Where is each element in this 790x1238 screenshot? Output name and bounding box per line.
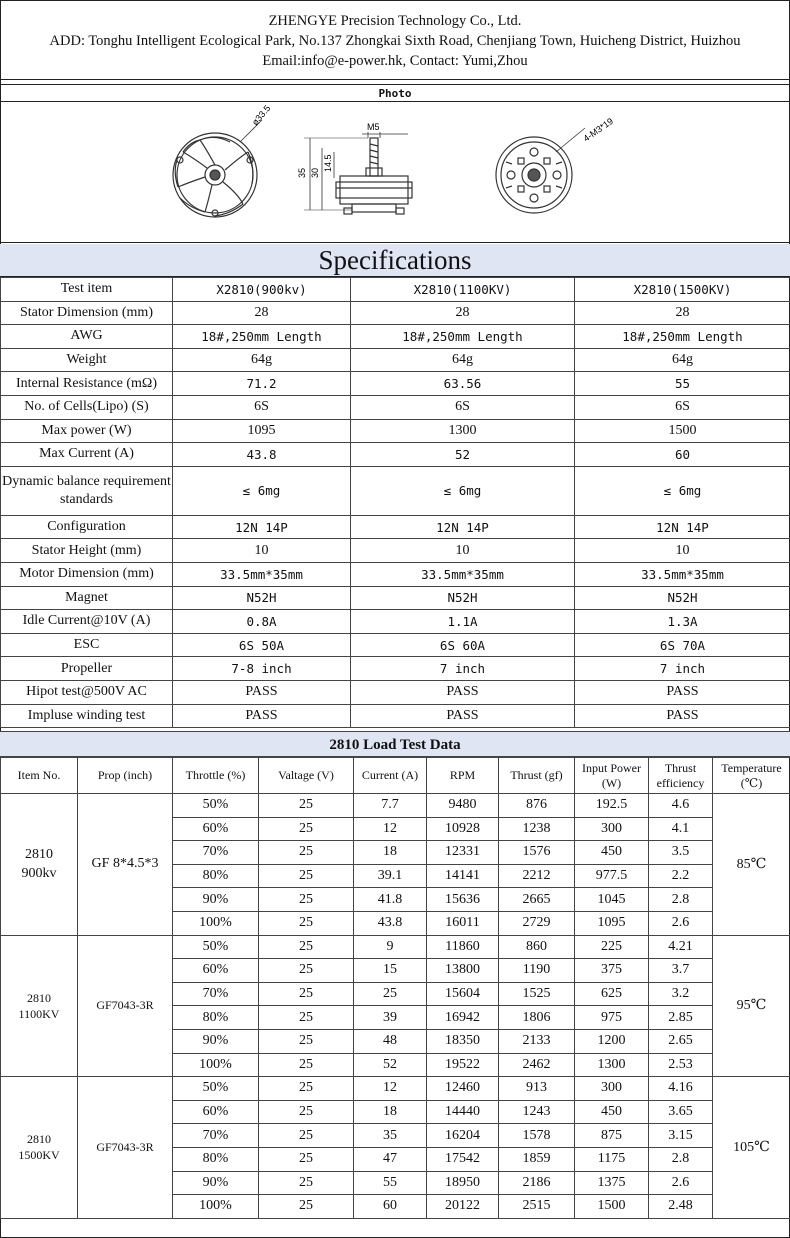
specifications-table: [0, 277, 790, 728]
load-cell: 2515: [499, 1195, 575, 1219]
spec-row-label: Motor Dimension (mm): [1, 562, 173, 586]
load-cell: 975: [575, 1006, 649, 1030]
spec-row: [1, 680, 790, 704]
spec-row: [1, 539, 790, 563]
spec-row-value: 1.3A: [575, 610, 790, 634]
spec-row-label: Stator Dimension (mm): [1, 301, 173, 325]
load-cell: 25: [259, 959, 354, 983]
load-cell: 225: [575, 935, 649, 959]
load-cell: 2729: [499, 911, 575, 935]
mount-hole-dimension: 4-M3*19: [581, 115, 616, 144]
spec-row-value: 6S: [351, 395, 575, 419]
load-cell: 43.8: [354, 911, 427, 935]
load-col-throttle: Throttle (%): [173, 758, 259, 794]
load-cell: 25: [259, 1124, 354, 1148]
load-cell: 1806: [499, 1006, 575, 1030]
load-cell: 2.53: [649, 1053, 713, 1077]
load-cell: 90%: [173, 888, 259, 912]
load-cell: 70%: [173, 1124, 259, 1148]
load-cell: 4.21: [649, 935, 713, 959]
load-cell: 450: [575, 1100, 649, 1124]
spec-row: [1, 301, 790, 325]
load-cell: 2462: [499, 1053, 575, 1077]
load-cell: 70%: [173, 841, 259, 865]
load-cell: 25: [259, 864, 354, 888]
load-cell: 47: [354, 1147, 427, 1171]
load-cell: 450: [575, 841, 649, 865]
spec-row: [1, 515, 790, 539]
load-test-title: 2810 Load Test Data: [0, 731, 790, 757]
spec-row-value: 43.8: [173, 443, 351, 467]
load-cell: 1375: [575, 1171, 649, 1195]
load-col-input-power: Input Power (W): [575, 758, 649, 794]
load-cell: 913: [499, 1077, 575, 1101]
spec-row-value: 1500: [575, 419, 790, 443]
load-cell: 16942: [427, 1006, 499, 1030]
load-cell: 300: [575, 817, 649, 841]
stator-height-dimension: 14.5: [323, 154, 333, 172]
load-cell: 10928: [427, 817, 499, 841]
load-cell: 25: [259, 1147, 354, 1171]
spec-row: [1, 348, 790, 372]
load-cell: 4.6: [649, 794, 713, 818]
load-cell: 60%: [173, 959, 259, 983]
diameter-dimension: ø33.5: [249, 103, 273, 128]
load-cell: 1578: [499, 1124, 575, 1148]
spec-row: [1, 633, 790, 657]
spec-row-value: 18#,250mm Length: [351, 325, 575, 349]
load-cell: 90%: [173, 1171, 259, 1195]
spec-row-value: ≤ 6mg: [351, 466, 575, 515]
spec-row-value: N52H: [351, 586, 575, 610]
load-cell: 52: [354, 1053, 427, 1077]
load-col-item: Item No.: [1, 758, 78, 794]
load-prop: GF7043-3R: [78, 935, 173, 1077]
spec-row-value: 6S: [173, 395, 351, 419]
spec-row-value: 64g: [351, 348, 575, 372]
spec-row-value: 10: [173, 539, 351, 563]
load-item-no: 2810 1500KV: [1, 1077, 78, 1219]
load-cell: 25: [259, 911, 354, 935]
load-cell: 19522: [427, 1053, 499, 1077]
spec-row-label: Impluse winding test: [1, 704, 173, 728]
load-cell: 3.7: [649, 959, 713, 983]
load-cell: 12460: [427, 1077, 499, 1101]
load-cell: 11860: [427, 935, 499, 959]
spec-row-label: Hipot test@500V AC: [1, 680, 173, 704]
photo-section-title: Photo: [0, 84, 790, 102]
load-cell: 70%: [173, 982, 259, 1006]
spec-row-value: 60: [575, 443, 790, 467]
company-address: ADD: Tonghu Intelligent Ecological Park, No.137 Zhongkai Sixth Road, Chenjiang Town, Huicheng District, Huizhou: [49, 33, 741, 49]
load-cell: 25: [259, 1171, 354, 1195]
load-col-thrust: Thrust (gf): [499, 758, 575, 794]
spec-row-value: 64g: [575, 348, 790, 372]
spec-row-value: 28: [173, 301, 351, 325]
spec-row-value: 18#,250mm Length: [173, 325, 351, 349]
motor-technical-drawing: [0, 102, 790, 243]
load-cell: 1175: [575, 1147, 649, 1171]
load-cell: 2186: [499, 1171, 575, 1195]
spec-row-value: 55: [575, 372, 790, 396]
load-cell: 17542: [427, 1147, 499, 1171]
load-cell: 50%: [173, 1077, 259, 1101]
spec-row-label: Internal Resistance (mΩ): [1, 372, 173, 396]
load-col-efficiency: Thrust efficiency: [649, 758, 713, 794]
load-cell: 14141: [427, 864, 499, 888]
load-cell: 2.8: [649, 1147, 713, 1171]
load-cell: 18950: [427, 1171, 499, 1195]
spec-row-value: 7 inch: [575, 657, 790, 681]
load-cell: 80%: [173, 1006, 259, 1030]
load-cell: 60%: [173, 817, 259, 841]
spec-row-label: Dynamic balance requirement standards: [1, 466, 173, 515]
load-cell: 25: [259, 1100, 354, 1124]
spec-row-value: ≤ 6mg: [173, 466, 351, 515]
spec-row: [1, 466, 790, 515]
spec-row-value: 64g: [173, 348, 351, 372]
load-cell: 18: [354, 841, 427, 865]
load-cell: 1238: [499, 817, 575, 841]
spec-header-row: [1, 278, 790, 302]
spec-row-label: Max power (W): [1, 419, 173, 443]
load-prop: GF7043-3R: [78, 1077, 173, 1219]
spec-row-value: 0.8A: [173, 610, 351, 634]
load-temperature: 85℃: [713, 794, 790, 936]
load-cell: 2665: [499, 888, 575, 912]
spec-row-value: 6S 60A: [351, 633, 575, 657]
spec-row-value: 63.56: [351, 372, 575, 396]
spec-row-value: 7-8 inch: [173, 657, 351, 681]
spec-row-value: PASS: [173, 680, 351, 704]
spec-col-900kv: X2810(900kv): [173, 278, 351, 302]
load-cell: 977.5: [575, 864, 649, 888]
load-cell: 25: [259, 841, 354, 865]
load-cell: 16011: [427, 911, 499, 935]
load-cell: 25: [259, 935, 354, 959]
spec-row: [1, 704, 790, 728]
load-cell: 9480: [427, 794, 499, 818]
spec-row-value: 12N 14P: [351, 515, 575, 539]
body-height-dimension: 30: [310, 167, 320, 178]
load-cell: 12: [354, 1077, 427, 1101]
spec-row-value: 1095: [173, 419, 351, 443]
load-cell: 1576: [499, 841, 575, 865]
spec-row-value: 1300: [351, 419, 575, 443]
company-contact: Email:info@e-power.hk, Contact: Yumi,Zhou: [262, 53, 528, 69]
motor-front-view: [173, 120, 262, 217]
load-cell: 1859: [499, 1147, 575, 1171]
spec-row: [1, 325, 790, 349]
spec-row-value: 28: [575, 301, 790, 325]
spec-row: [1, 372, 790, 396]
load-cell: 7.7: [354, 794, 427, 818]
load-col-prop: Prop (inch): [78, 758, 173, 794]
spec-row-value: PASS: [351, 704, 575, 728]
load-cell: 48: [354, 1029, 427, 1053]
load-cell: 18: [354, 1100, 427, 1124]
load-cell: 1300: [575, 1053, 649, 1077]
load-cell: 875: [575, 1124, 649, 1148]
load-cell: 25: [354, 982, 427, 1006]
load-cell: 60%: [173, 1100, 259, 1124]
load-cell: 90%: [173, 1029, 259, 1053]
load-cell: 2212: [499, 864, 575, 888]
load-cell: 16204: [427, 1124, 499, 1148]
load-cell: 3.65: [649, 1100, 713, 1124]
spec-row: [1, 419, 790, 443]
load-cell: 300: [575, 1077, 649, 1101]
load-col-current: Current (A): [354, 758, 427, 794]
load-cell: 25: [259, 888, 354, 912]
spec-row-value: PASS: [575, 704, 790, 728]
spec-row: [1, 610, 790, 634]
load-cell: 876: [499, 794, 575, 818]
spec-row: [1, 657, 790, 681]
load-cell: 55: [354, 1171, 427, 1195]
load-cell: 12: [354, 817, 427, 841]
load-test-table: [0, 757, 790, 1219]
spec-row: [1, 562, 790, 586]
load-col-voltage: Valtage (V): [259, 758, 354, 794]
load-cell: 25: [259, 817, 354, 841]
load-cell: 25: [259, 1053, 354, 1077]
load-temperature: 105℃: [713, 1077, 790, 1219]
load-cell: 375: [575, 959, 649, 983]
spec-row: [1, 443, 790, 467]
load-cell: 2.48: [649, 1195, 713, 1219]
load-cell: 3.15: [649, 1124, 713, 1148]
spec-row-value: 12N 14P: [173, 515, 351, 539]
spec-row-value: 6S: [575, 395, 790, 419]
load-cell: 2.85: [649, 1006, 713, 1030]
spec-row-label: Idle Current@10V (A): [1, 610, 173, 634]
company-name: ZHENGYE Precision Technology Co., Ltd.: [268, 13, 522, 29]
load-cell: 2.6: [649, 911, 713, 935]
load-cell: 2.65: [649, 1029, 713, 1053]
load-prop: GF 8*4.5*3: [78, 794, 173, 936]
load-col-rpm: RPM: [427, 758, 499, 794]
load-cell: 3.2: [649, 982, 713, 1006]
load-cell: 1190: [499, 959, 575, 983]
load-cell: 41.8: [354, 888, 427, 912]
load-cell: 1525: [499, 982, 575, 1006]
load-cell: 3.5: [649, 841, 713, 865]
load-cell: 20122: [427, 1195, 499, 1219]
load-cell: 25: [259, 794, 354, 818]
load-cell: 2.6: [649, 1171, 713, 1195]
load-cell: 2.8: [649, 888, 713, 912]
load-cell: 25: [259, 1029, 354, 1053]
load-cell: 50%: [173, 794, 259, 818]
spec-row-value: 71.2: [173, 372, 351, 396]
load-cell: 39.1: [354, 864, 427, 888]
spec-row-label: Configuration: [1, 515, 173, 539]
spec-row-value: N52H: [173, 586, 351, 610]
spec-row-value: 33.5mm*35mm: [173, 562, 351, 586]
load-cell: 80%: [173, 1147, 259, 1171]
load-cell: 15: [354, 959, 427, 983]
load-cell: 625: [575, 982, 649, 1006]
load-cell: 9: [354, 935, 427, 959]
load-cell: 1200: [575, 1029, 649, 1053]
load-item-no: 2810 1100KV: [1, 935, 78, 1077]
spec-col-test-item: Test item: [1, 278, 173, 302]
motor-side-view: [304, 132, 412, 214]
load-cell: 100%: [173, 1195, 259, 1219]
load-cell: 13800: [427, 959, 499, 983]
spec-row-label: Weight: [1, 348, 173, 372]
company-header: [0, 0, 790, 80]
spec-row-value: PASS: [173, 704, 351, 728]
load-cell: 25: [259, 1077, 354, 1101]
load-cell: 2133: [499, 1029, 575, 1053]
motor-bottom-view: [496, 128, 585, 213]
load-item-no: 2810 900kv: [1, 794, 78, 936]
spec-row: [1, 586, 790, 610]
spec-row-value: 28: [351, 301, 575, 325]
spec-row-label: No. of Cells(Lipo) (S): [1, 395, 173, 419]
load-cell: 12331: [427, 841, 499, 865]
load-cell: 192.5: [575, 794, 649, 818]
spec-col-1500kv: X2810(1500KV): [575, 278, 790, 302]
load-cell: 60: [354, 1195, 427, 1219]
load-cell: 39: [354, 1006, 427, 1030]
load-col-temperature: Temperature (℃): [713, 758, 790, 794]
spec-row-value: 33.5mm*35mm: [351, 562, 575, 586]
spec-row-label: AWG: [1, 325, 173, 349]
spec-row-value: 12N 14P: [575, 515, 790, 539]
load-cell: 860: [499, 935, 575, 959]
spec-row: [1, 395, 790, 419]
spec-row-label: ESC: [1, 633, 173, 657]
load-cell: 1500: [575, 1195, 649, 1219]
load-cell: 100%: [173, 911, 259, 935]
spec-row-label: Magnet: [1, 586, 173, 610]
spec-row-value: PASS: [575, 680, 790, 704]
load-row: [1, 794, 790, 818]
spec-row-value: 1.1A: [351, 610, 575, 634]
spec-row-value: 6S 70A: [575, 633, 790, 657]
load-cell: 18350: [427, 1029, 499, 1053]
load-cell: 25: [259, 1006, 354, 1030]
motor-drawing-area: [0, 102, 790, 243]
load-cell: 50%: [173, 935, 259, 959]
specifications-title: Specifications: [0, 244, 790, 277]
load-cell: 1045: [575, 888, 649, 912]
spec-row-label: Propeller: [1, 657, 173, 681]
load-cell: 2.2: [649, 864, 713, 888]
load-cell: 25: [259, 982, 354, 1006]
spec-row-value: 6S 50A: [173, 633, 351, 657]
total-height-dimension: 35: [297, 167, 307, 178]
load-row: [1, 935, 790, 959]
spec-row-label: Max Current (A): [1, 443, 173, 467]
spec-row-value: PASS: [351, 680, 575, 704]
load-cell: 14440: [427, 1100, 499, 1124]
spec-row-value: 7 inch: [351, 657, 575, 681]
load-header-row: [1, 758, 790, 794]
spec-row-label: Stator Height (mm): [1, 539, 173, 563]
load-cell: 80%: [173, 864, 259, 888]
shaft-dimension: M5: [367, 122, 380, 132]
load-cell: 35: [354, 1124, 427, 1148]
load-cell: 15636: [427, 888, 499, 912]
spec-row-value: 52: [351, 443, 575, 467]
spec-row-value: 33.5mm*35mm: [575, 562, 790, 586]
load-cell: 4.1: [649, 817, 713, 841]
spec-row-value: N52H: [575, 586, 790, 610]
load-cell: 1243: [499, 1100, 575, 1124]
spec-row-value: ≤ 6mg: [575, 466, 790, 515]
load-cell: 4.16: [649, 1077, 713, 1101]
load-cell: 1095: [575, 911, 649, 935]
load-cell: 100%: [173, 1053, 259, 1077]
spec-col-1100kv: X2810(1100KV): [351, 278, 575, 302]
spec-row-value: 10: [575, 539, 790, 563]
spec-row-value: 10: [351, 539, 575, 563]
load-cell: 15604: [427, 982, 499, 1006]
spec-row-value: 18#,250mm Length: [575, 325, 790, 349]
load-temperature: 95℃: [713, 935, 790, 1077]
load-row: [1, 1077, 790, 1101]
load-cell: 25: [259, 1195, 354, 1219]
